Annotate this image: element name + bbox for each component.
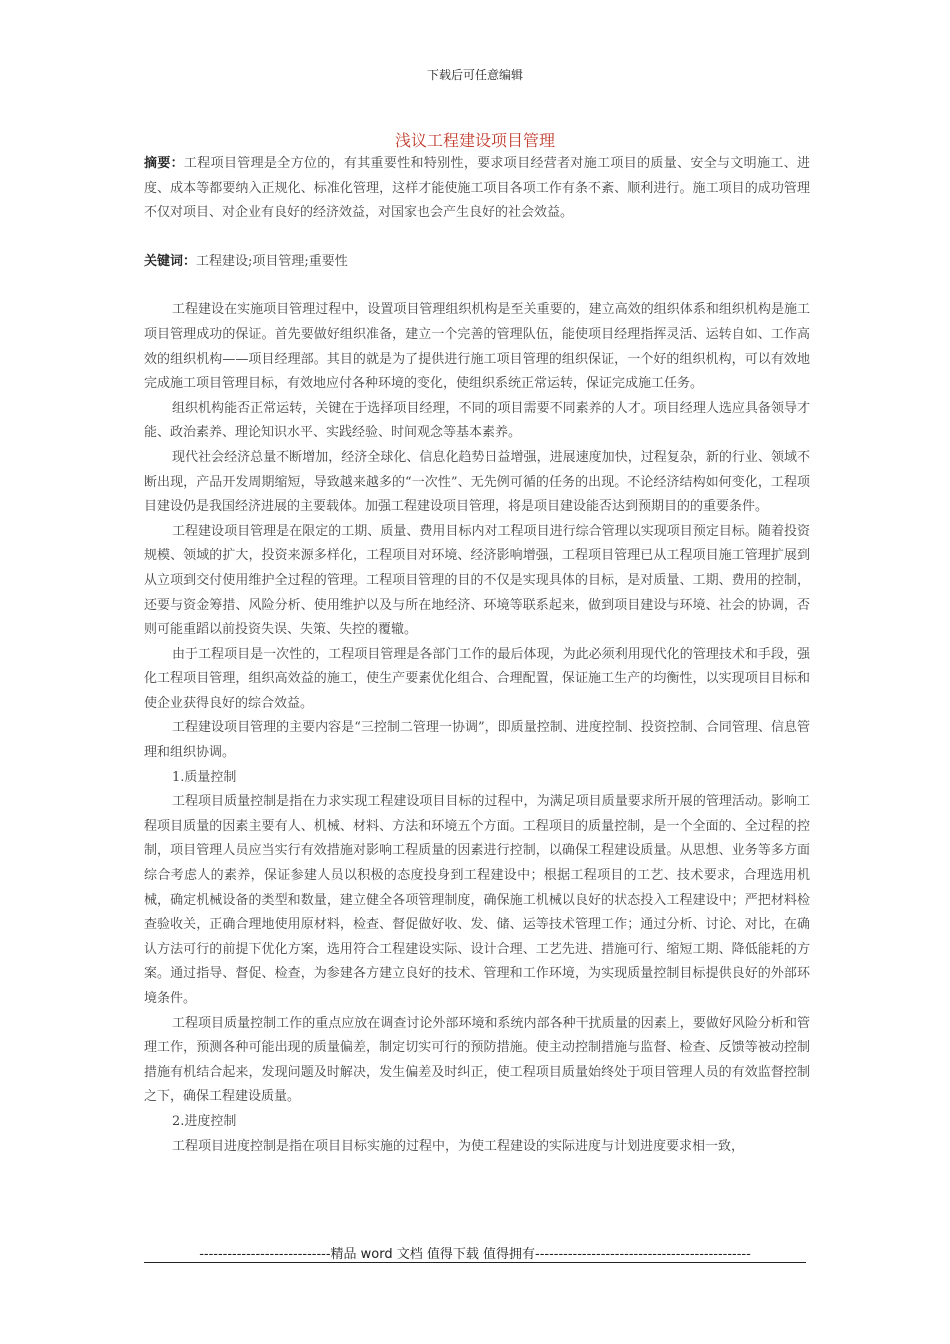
footer-text: ----------------------------精品 word 文档 值得下载 值得拥有---------------------------------------------- [199, 1247, 751, 1262]
body-paragraph: 工程建设在实施项目管理过程中，设置项目管理组织机构是至关重要的，建立高效的组织体系和组织机构是施工项目管理成功的保证。首先要做好组织准备，建立一个完善的管理队伍，能使项目经理指挥灵活、运转自如、工作高效的组织机构——项目经理部。其目的就是为了提供进行施工项目管理的组织保证，一个好的组织机构，可以有效地完成施工项目管理目标，有效地应付各种环境的变化，使组织系统正常运转，保证完成施工任务。 [144, 302, 810, 392]
download-note: 下载后可任意编辑 [426, 68, 523, 82]
keywords-label: 关键词： [144, 253, 197, 269]
body-paragraph: 工程项目质量控制工作的重点应放在调查讨论外部环境和系统内部各种干扰质量的因素上，要做好风险分析和管理工作，预测各种可能出现的质量偏差，制定切实可行的预防措施。使主动控制措施与监督、检查、反馈等被动控制措施有机结合起来，发现问题及时解决，发生偏差及时纠正，使工程项目质量始终处于项目管理人员的有效监督控制之下，确保工程建设质量。 [144, 1015, 810, 1105]
document-body [144, 152, 810, 1159]
body-paragraph: 由于工程项目是一次性的，工程项目管理是各部门工作的最后体现，为此必须利用现代化的管理技术和手段，强化工程项目管理，组织高效益的施工，使生产要素优化组合、合理配置，保证施工生产的均衡性，以实现项目目标和使企业获得良好的综合效益。 [144, 646, 810, 711]
document-title: 浅议工程建设项目管理 [394, 131, 555, 150]
keywords [144, 250, 810, 275]
footer-rule [144, 1262, 806, 1263]
body-paragraph: 现代社会经济总量不断增加，经济全球化、信息化趋势日益增强，进展速度加快，过程复杂，新的行业、领域不断出现，产品开发周期缩短，导致越来越多的“一次性”、无先例可循的任务的出现。不论经济结构如何变化，工程项目建设仍是我国经济进展的主要载体。加强工程建设项目管理，将是项目建设能否达到预期目的的重要条件。 [144, 449, 810, 515]
body-paragraph: 组织机构能否正常运转，关键在于选择项目经理，不同的项目需要不同素养的人才。项目经理人选应具备领导才能、政治素养、理论知识水平、实践经验、时间观念等基本素养。 [144, 400, 810, 441]
body-paragraph: 工程建设项目管理是在限定的工期、质量、费用目标内对工程项目进行综合管理以实现项目预定目标。随着投资规模、领域的扩大，投资来源多样化，工程项目对环境、经济影响增强，工程项目管理已从工程项目施工管理扩展到从立项到交付使用维护全过程的管理。工程项目管理的目的不仅是实现具体的目标，是对质量、工期、费用的控制，还要与资金筹措、风险分析、使用维护以及与所在地经济、环境等联系起来，做到项目建设与环境、社会的协调，否则可能重蹈以前投资失误、失策、失控的覆辙。 [144, 523, 810, 638]
body-paragraph: 工程建设项目管理的主要内容是“三控制二管理一协调”，即质量控制、进度控制、投资控制、合同管理、信息管理和组织协调。 [144, 720, 810, 761]
body-paragraph: 工程项目进度控制是指在项目目标实施的过程中，为使工程建设的实际进度与计划进度要求相一致， [172, 1138, 745, 1154]
section-heading-quality: 1.质量控制 [172, 769, 237, 785]
abstract-label: 摘要： [144, 156, 184, 171]
body-paragraph: 工程项目质量控制是指在力求实现工程建设项目目标的过程中，为满足项目质量要求所开展的管理活动。影响工程项目质量的因素主要有人、机械、材料、方法和环境五个方面。工程项目的质量控制，是一个全面的、全过程的控制，项目管理人员应当实行有效措施对影响工程质量的因素进行控制，以确保工程建设质量。从思想、业务等多方面综合考虑人的素养，保证参建人员以积极的态度投身到工程建设中；根据工程项目的工艺、技术要求，合理选用机械，确定机械设备的类型和数量，建立健全各项管理制度，确保施工机械以良好的状态投入工程建设中；严把材料检查验收关，正确合理地使用原材料，检查、督促做好收、发、储、运等技术管理工作；通过分析、讨论、对比，在确认方法可行的前提下优化方案，选用符合工程建设实际、设计合理、工艺先进、措施可行、缩短工期、降低能耗的方案。通过指导、督促、检查，为参建各方建立良好的技术、管理和工作环境，为实现质量控制目标提供良好的外部环境条件。 [144, 794, 810, 1006]
keywords-text: 工程建设;项目管理;重要性 [196, 253, 348, 269]
abstract-text: 工程项目管理是全方位的，有其重要性和特别性，要求项目经营者对施工项目的质量、安全与文明施工、进度、成本等都要纳入正规化、标准化管理，这样才能使施工项目各项工作有条不紊、顺利进行。施工项目的成功管理不仅对项目、对企业有良好的经济效益，对国家也会产生良好的社会效益。 [144, 156, 810, 221]
section-heading-schedule: 2.进度控制 [172, 1113, 237, 1129]
abstract [144, 152, 810, 226]
